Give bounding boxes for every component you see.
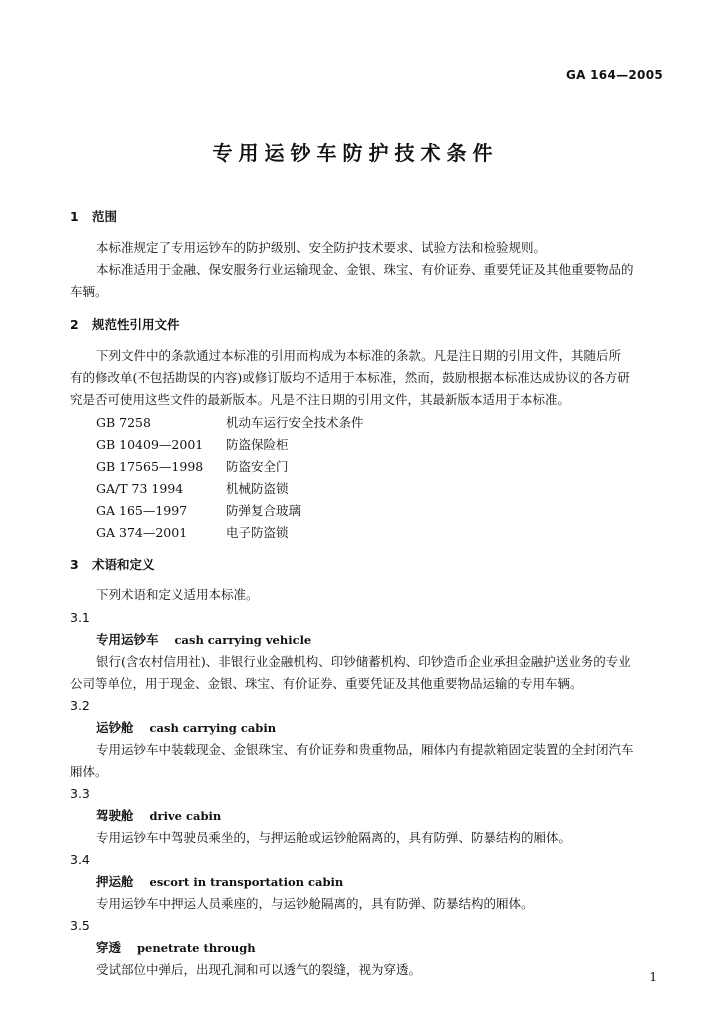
term-en: penetrate through [137,941,256,955]
term-number: 3.1 [70,610,90,625]
term-title [96,807,221,825]
paragraph-line: 受试部位中弹后，出现孔洞和可以透气的裂缝，视为穿透。 [96,962,422,977]
reference-name: 防弹复合玻璃 [226,503,302,518]
paragraph-line: 专用运钞车中装载现金、金银珠宝、有价证券和贵重物品，厢体内有提款箱固定装置的全封闭汽车 [96,742,634,757]
paragraph-line: 车辆。 [70,284,108,299]
term-zh: 运钞舱 [96,720,134,735]
paragraph-line: 银行(含农村信用社)、非银行业金融机构、印钞储蓄机构、印钞造币企业承担金融护送业务的专业 [96,654,631,669]
section-1-heading [70,208,117,226]
term-en: escort in transportation cabin [149,875,344,889]
reference-code: GA 165—1997 [96,503,188,518]
section-title: 范围 [92,209,118,224]
term-number: 3.3 [70,786,90,801]
paragraph-line: 下列术语和定义适用本标准。 [96,587,259,602]
section-number: 2 [70,317,79,332]
term-number: 3.5 [70,918,90,933]
section-3-heading [70,556,155,574]
term-zh: 驾驶舱 [96,808,134,823]
reference-code: GA/T 73 1994 [96,481,184,496]
term-en: cash carrying cabin [149,721,277,735]
section-title: 规范性引用文件 [92,317,180,332]
reference-name: 机动车运行安全技术条件 [226,415,364,430]
section-title: 术语和定义 [92,557,155,572]
standard-code: GA 164—2005 [565,68,663,82]
term-title [96,631,311,649]
term-zh: 专用运钞车 [96,632,159,647]
section-2-heading [70,316,180,334]
term-title [96,873,343,891]
reference-item [96,436,289,454]
paragraph-line: 专用运钞车中押运人员乘座的，与运钞舱隔离的，具有防弹、防暴结构的厢体。 [96,896,534,911]
reference-name: 机械防盗锁 [226,481,289,496]
page-number: 1 [649,970,657,984]
term-en: cash carrying vehicle [174,633,312,647]
reference-name: 防盗安全门 [226,459,289,474]
section-number: 1 [70,209,79,224]
term-zh: 穿透 [96,940,122,955]
paragraph-line: 本标准适用于金融、保安服务行业运输现金、金银、珠宝、有价证券、重要凭证及其他重要物品的 [96,262,634,277]
reference-item [96,480,289,498]
reference-code: GB 17565—1998 [96,459,204,474]
reference-code: GB 7258 [96,415,151,430]
paragraph-line: 公司等单位，用于现金、金银、珠宝、有价证券、重要凭证及其他重要物品运输的专用车辆。 [70,676,583,691]
term-zh: 押运舱 [96,874,134,889]
term-title [96,719,276,737]
term-number: 3.2 [70,698,90,713]
paragraph-line: 厢体。 [70,764,108,779]
reference-item [96,414,364,432]
reference-name: 防盗保险柜 [226,437,289,452]
section-number: 3 [70,557,79,572]
paragraph-line: 究是否可使用这些文件的最新版本。凡是不注日期的引用文件，其最新版本适用于本标准。 [70,392,571,407]
reference-name: 电子防盗锁 [226,525,289,540]
term-number: 3.4 [70,852,90,867]
reference-item [96,502,301,520]
term-en: drive cabin [149,809,222,823]
reference-code: GB 10409—2001 [96,437,204,452]
paragraph-line: 有的修改单(不包括勘误的内容)或修订版均不适用于本标准，然而，鼓励根据本标准达成协议的各方研 [70,370,630,385]
document-title: 专用运钞车防护技术条件 [212,141,499,165]
reference-code: GA 374—2001 [96,525,188,540]
paragraph-line: 专用运钞车中驾驶员乘坐的，与押运舱或运钞舱隔离的，具有防弹、防暴结构的厢体。 [96,830,572,845]
paragraph-line: 本标准规定了专用运钞车的防护级别、安全防护技术要求、试验方法和检验规则。 [96,240,547,255]
term-title [96,939,256,957]
reference-item [96,524,289,542]
paragraph-line: 下列文件中的条款通过本标准的引用而构成为本标准的条款。凡是注日期的引用文件，其随后所 [96,348,622,363]
reference-item [96,458,289,476]
